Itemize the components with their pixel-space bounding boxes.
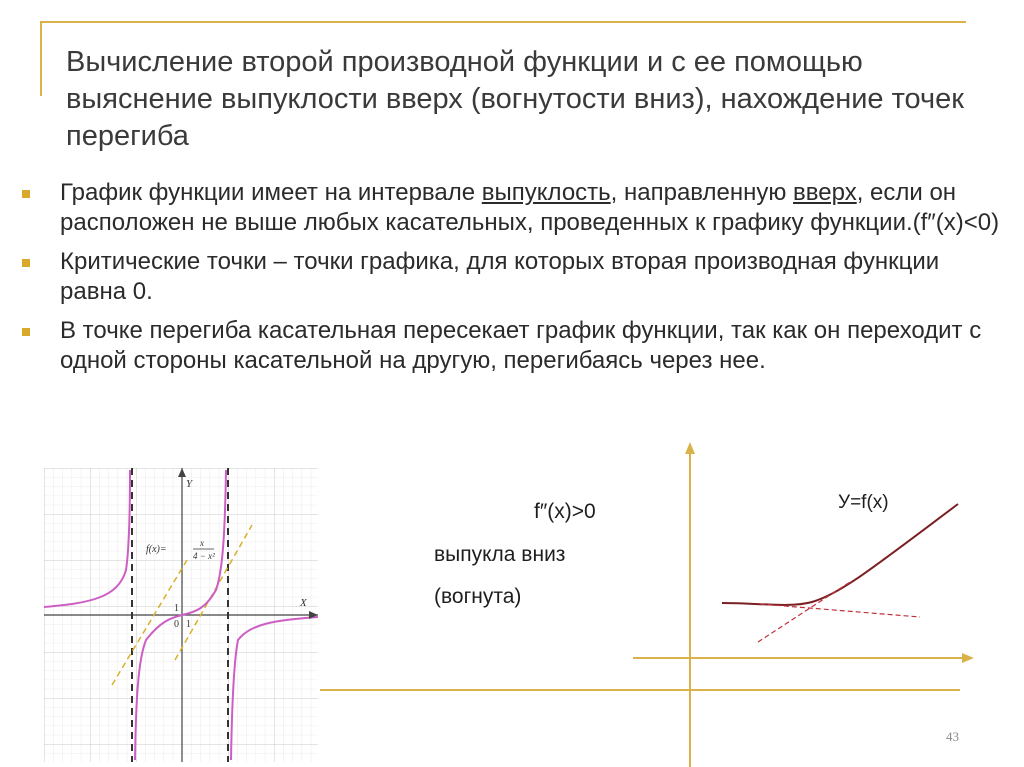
slide-title: Вычисление второй производной функции и с ее помощью выяснение выпуклости вверх (вогнутости вниз), нахождение точек перегиба <box>66 46 964 152</box>
graph-origin-label: 0 <box>174 619 179 630</box>
bullet-text-mid: , направленную <box>610 179 794 206</box>
convex-down-label: выпукла вниз <box>434 543 566 566</box>
rational-function-graph <box>44 468 318 762</box>
term-up: вверх <box>793 179 857 206</box>
curve-label: У=f(x) <box>838 492 889 513</box>
graph-one-y: 1 <box>174 603 179 614</box>
bullet-text: В точке перегиба касательная пересекает график функции, так как он переходит с одной стороны касательной на другую, перегибаясь через нее. <box>60 317 982 374</box>
bullet-text: Критические точки – точки графика, для которых вторая производная функции равна 0. <box>60 248 940 305</box>
page-number: 43 <box>946 729 959 744</box>
graph-formula-lhs: f(x)= <box>146 544 167 555</box>
tangent-line-flat <box>760 604 920 617</box>
graph-x-label: X <box>300 597 307 609</box>
term-convexity: выпуклость <box>481 179 611 206</box>
graph-y-label: Y <box>186 478 193 490</box>
bullet-text-start: График функции имеет на интервале <box>60 179 482 206</box>
graph-formula-denominator: 4 − x² <box>193 551 215 561</box>
concave-label: (вогнута) <box>434 585 522 608</box>
convex-curve <box>722 504 958 605</box>
second-derivative-condition: f″(x)>0 <box>534 500 596 523</box>
bullet-text-end: , если он расположен не выше любых касательных, проведенных к графику функции.(f″(x)<0) <box>60 179 1000 236</box>
graph-one-x: 1 <box>186 619 191 630</box>
tangent-figure <box>320 442 974 767</box>
graph-formula-numerator: x <box>200 538 204 548</box>
